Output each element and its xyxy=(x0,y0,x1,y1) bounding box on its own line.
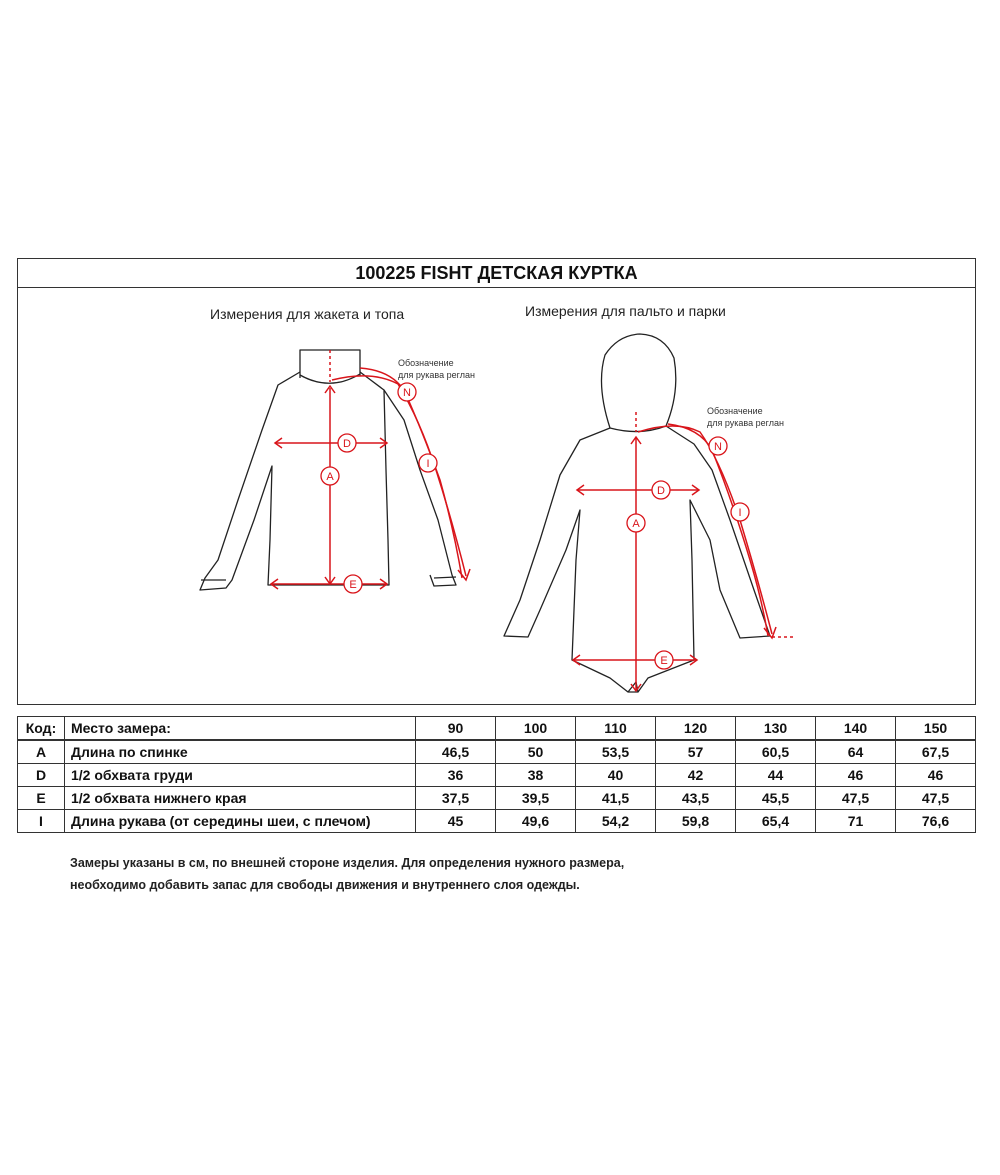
jacket-measures xyxy=(271,350,470,589)
row-place: 1/2 обхвата груди xyxy=(65,764,416,787)
coat-outline xyxy=(504,334,770,692)
size-table-header xyxy=(18,717,976,741)
label-A-jacket: A xyxy=(326,471,334,483)
row-value: 45,5 xyxy=(736,787,816,810)
footnote-line: Замеры указаны в см, по внешней стороне изделия. Для определения нужного размера, xyxy=(70,856,625,870)
row-value: 46 xyxy=(896,764,976,787)
row-value: 71 xyxy=(816,810,896,833)
row-code: D xyxy=(18,764,65,787)
label-N-jacket: N xyxy=(403,387,411,399)
row-value: 64 xyxy=(816,740,896,764)
row-value: 39,5 xyxy=(496,787,576,810)
coat-measures xyxy=(573,412,796,691)
row-value: 36 xyxy=(416,764,496,787)
row-value: 46,5 xyxy=(416,740,496,764)
coat-caption: Измерения для пальто и парки xyxy=(525,303,726,319)
label-I-coat: I xyxy=(738,507,742,519)
page-title: 100225 FISHT ДЕТСКАЯ КУРТКА xyxy=(18,259,975,288)
size-header: 100 xyxy=(496,717,576,741)
row-value: 41,5 xyxy=(576,787,656,810)
row-code: E xyxy=(18,787,65,810)
row-value: 47,5 xyxy=(896,787,976,810)
label-E-coat: E xyxy=(660,655,668,667)
label-I-jacket: I xyxy=(426,458,430,470)
row-value: 57 xyxy=(656,740,736,764)
row-value: 59,8 xyxy=(656,810,736,833)
size-header: 110 xyxy=(576,717,656,741)
row-place: Длина по спинке xyxy=(65,740,416,764)
raglan-note-coat-line1: Обозначение xyxy=(707,406,763,416)
row-value: 67,5 xyxy=(896,740,976,764)
label-A-coat: A xyxy=(632,518,640,530)
row-value: 43,5 xyxy=(656,787,736,810)
label-D-jacket: D xyxy=(343,438,351,450)
row-value: 49,6 xyxy=(496,810,576,833)
table-row xyxy=(18,810,976,833)
row-value: 76,6 xyxy=(896,810,976,833)
row-value: 65,4 xyxy=(736,810,816,833)
size-table xyxy=(17,716,976,833)
row-code: I xyxy=(18,810,65,833)
size-header: 130 xyxy=(736,717,816,741)
label-D-coat: D xyxy=(657,485,665,497)
row-value: 47,5 xyxy=(816,787,896,810)
raglan-note-jacket-line2: для рукава реглан xyxy=(398,370,475,380)
jacket-measure-labels xyxy=(321,383,437,593)
table-row xyxy=(18,740,976,764)
footnote xyxy=(70,852,770,896)
row-value: 37,5 xyxy=(416,787,496,810)
row-place: 1/2 обхвата нижнего края xyxy=(65,787,416,810)
size-header: 120 xyxy=(656,717,736,741)
size-header: 140 xyxy=(816,717,896,741)
footnote-line: необходимо добавить запас для свободы движения и внутреннего слоя одежды. xyxy=(70,878,580,892)
raglan-note-coat-line2: для рукава реглан xyxy=(707,418,784,428)
jacket-caption: Измерения для жакета и топа xyxy=(210,306,405,322)
row-place: Длина рукава (от середины шеи, с плечом) xyxy=(65,810,416,833)
row-code: A xyxy=(18,740,65,764)
code-header: Код: xyxy=(18,717,65,741)
label-N-coat: N xyxy=(714,441,722,453)
row-value: 40 xyxy=(576,764,656,787)
table-row xyxy=(18,764,976,787)
row-value: 44 xyxy=(736,764,816,787)
label-E-jacket: E xyxy=(349,579,357,591)
row-value: 60,5 xyxy=(736,740,816,764)
coat-measure-labels xyxy=(627,437,749,669)
row-value: 38 xyxy=(496,764,576,787)
place-header: Место замера: xyxy=(65,717,416,741)
size-header: 90 xyxy=(416,717,496,741)
table-row xyxy=(18,787,976,810)
row-value: 54,2 xyxy=(576,810,656,833)
raglan-note-jacket-line1: Обозначение xyxy=(398,358,454,368)
row-value: 45 xyxy=(416,810,496,833)
row-value: 42 xyxy=(656,764,736,787)
size-header: 150 xyxy=(896,717,976,741)
row-value: 46 xyxy=(816,764,896,787)
row-value: 53,5 xyxy=(576,740,656,764)
row-value: 50 xyxy=(496,740,576,764)
